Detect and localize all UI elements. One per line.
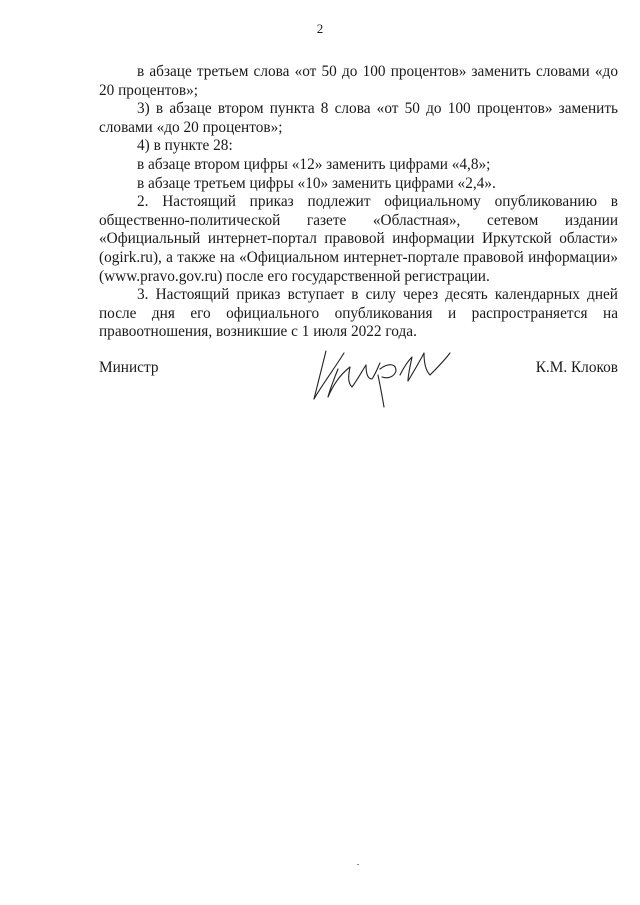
paragraph: 4) в пункте 28: bbox=[137, 137, 233, 155]
paragraph: 3. Настоящий приказ вступает в силу через десять календарных дней после дня его официального опубликования и распространяется на правоотношения, возникшие с 1 июля 2022 года. bbox=[99, 286, 618, 341]
document-body bbox=[99, 63, 618, 342]
signature-block bbox=[99, 347, 618, 427]
paragraph: 3) в абзаце втором пункта 8 слова «от 50 до 100 процентов» заменить словами «до 20 процентов»; bbox=[99, 100, 618, 136]
handwritten-signature bbox=[304, 339, 454, 409]
paragraph: в абзаце третьем цифры «10» заменить цифрами «2,4». bbox=[137, 174, 496, 192]
signatory-position: Министр bbox=[99, 359, 159, 376]
paragraph: в абзаце третьем слова «от 50 до 100 процентов» заменить словами «до 20 процентов»; bbox=[99, 63, 618, 99]
page-number: 2 bbox=[316, 21, 324, 36]
signatory-name: К.М. Клоков bbox=[535, 359, 618, 376]
paragraph: в абзаце втором цифры «12» заменить цифрами «4,8»; bbox=[137, 155, 491, 173]
scan-dot bbox=[357, 864, 359, 865]
paragraph: 2. Настоящий приказ подлежит официальному опубликованию в общественно-политической газете «Областная», сетевом издании «Официальный интернет-портал правовой информации Иркутской области» (ogirk.ru), а также на «Официальном интернет-портале правовой информации» (www.pravo.gov.ru) после его государственной регистрации. bbox=[99, 193, 618, 285]
